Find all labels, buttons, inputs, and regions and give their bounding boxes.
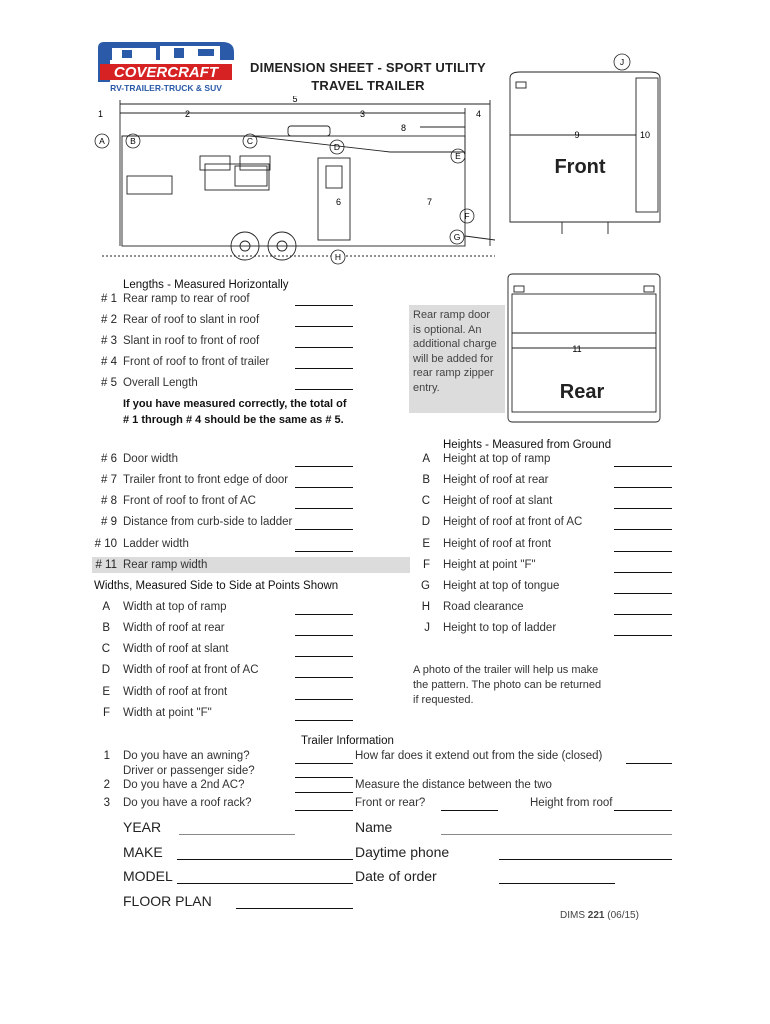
length-label-3: Slant in roof to front of roof <box>123 335 260 347</box>
trailer-q3-num: 3 <box>103 797 110 809</box>
photo-note-line3: if requested. <box>413 694 474 706</box>
length-input-10[interactable] <box>295 551 353 552</box>
length-input-1[interactable] <box>295 305 353 306</box>
point-label-j: J <box>619 57 625 67</box>
dim-label-8: 8 <box>401 123 407 133</box>
height-letter-d: D <box>421 516 430 528</box>
floor-plan-input[interactable] <box>236 908 353 909</box>
width-label-b: Width of roof at rear <box>123 622 225 634</box>
length-input-7[interactable] <box>295 487 353 488</box>
ramp-door-note: Rear ramp door is optional. An additional charge will be added for rear ramp zipper entry. <box>409 305 505 413</box>
dim-label-5: 5 <box>292 96 298 104</box>
height-label-h: Road clearance <box>443 601 524 613</box>
widths-heading: Widths, Measured Side to Side at Points Shown <box>94 580 339 592</box>
awning-side-question: Driver or passenger side? <box>123 765 255 777</box>
page-title-line1: DIMENSION SHEET - SPORT UTILITY <box>250 60 486 75</box>
front-view-diagram <box>500 52 670 240</box>
awning-input[interactable] <box>295 763 353 764</box>
length-label-1: Rear ramp to rear of roof <box>123 293 250 305</box>
width-label-f: Width at point "F" <box>123 707 212 719</box>
point-label-g: G <box>453 232 461 242</box>
point-label-c: C <box>246 136 254 146</box>
dim-label-9: 9 <box>574 130 580 140</box>
height-label-e: Height of roof at front <box>443 538 552 550</box>
length-input-4[interactable] <box>295 368 353 369</box>
trailer-info-heading: Trailer Information <box>301 735 394 747</box>
name-label: Name <box>355 819 393 835</box>
height-letter-c: C <box>421 495 430 507</box>
lengths-heading: Lengths - Measured Horizontally <box>123 279 289 291</box>
length-input-5[interactable] <box>295 389 353 390</box>
page-title-line2: TRAVEL TRAILER <box>311 78 425 93</box>
roof-rack-question: Do you have a roof rack? <box>123 797 252 809</box>
date-of-order-input[interactable] <box>499 883 615 884</box>
dim-label-6: 6 <box>336 197 342 207</box>
dim-label-4: 4 <box>476 109 482 119</box>
height-letter-b: B <box>422 474 430 486</box>
awning-extend-input[interactable] <box>626 763 672 764</box>
length-check-note-line1: If you have measured correctly, the total of <box>123 398 347 410</box>
point-label-e: E <box>455 151 461 161</box>
height-letter-e: E <box>422 538 430 550</box>
make-input[interactable] <box>177 859 353 860</box>
width-input-b[interactable] <box>295 635 353 636</box>
form-code-date: (06/15) <box>607 910 639 921</box>
length-num-11: # 11 <box>95 559 117 571</box>
width-label-e: Width of roof at front <box>123 686 228 698</box>
length-input-2[interactable] <box>295 326 353 327</box>
daytime-phone-input[interactable] <box>499 859 672 860</box>
height-input-f[interactable] <box>614 572 672 573</box>
height-input-a[interactable] <box>614 466 672 467</box>
width-letter-f: F <box>102 707 110 719</box>
ac-distance-question: Measure the distance between the two <box>355 779 552 791</box>
rack-height-question: Height from roof <box>530 797 613 809</box>
photo-note-line2: the pattern. The photo can be returned <box>413 679 602 691</box>
width-letter-a: A <box>102 601 110 613</box>
year-label: YEAR <box>123 819 162 835</box>
length-label-9: Distance from curb-side to ladder <box>123 516 293 528</box>
height-input-b[interactable] <box>614 487 672 488</box>
dim-label-1: 1 <box>98 109 104 119</box>
length-label-10: Ladder width <box>123 538 189 550</box>
width-input-c[interactable] <box>295 656 353 657</box>
trailer-q1-num: 1 <box>103 750 110 762</box>
awning-side-input[interactable] <box>295 777 353 778</box>
length-num-3: # 3 <box>101 335 117 347</box>
date-of-order-label: Date of order <box>355 868 437 884</box>
height-label-d: Height of roof at front of AC <box>443 516 583 528</box>
width-label-a: Width at top of ramp <box>123 601 227 613</box>
width-letter-b: B <box>102 622 110 634</box>
length-label-8: Front of roof to front of AC <box>123 495 256 507</box>
model-input[interactable] <box>177 883 353 884</box>
width-letter-e: E <box>102 686 110 698</box>
height-label-b: Height of roof at rear <box>443 474 549 486</box>
second-ac-question: Do you have a 2nd AC? <box>123 779 245 791</box>
photo-note-line1: A photo of the trailer will help us make <box>413 664 599 676</box>
height-input-j[interactable] <box>614 635 672 636</box>
height-label-c: Height of roof at slant <box>443 495 553 507</box>
awning-extend-question: How far does it extend out from the side (closed) <box>355 750 603 762</box>
length-label-2: Rear of roof to slant in roof <box>123 314 260 326</box>
logo-brand-text: COVERCRAFT <box>113 64 219 81</box>
logo-tagline-text: RV-TRAILER-TRUCK & SUV <box>110 83 222 93</box>
length-label-7: Trailer front to front edge of door <box>123 474 289 486</box>
dim-label-7: 7 <box>427 197 433 207</box>
point-label-f: F <box>464 211 470 221</box>
awning-question: Do you have an awning? <box>123 750 250 762</box>
height-input-c[interactable] <box>614 508 672 509</box>
rear-view-caption: Rear <box>559 381 605 403</box>
height-input-e[interactable] <box>614 551 672 552</box>
daytime-phone-label: Daytime phone <box>355 844 450 860</box>
dim-label-3: 3 <box>360 109 366 119</box>
point-label-h: H <box>334 252 342 262</box>
height-label-a: Height at top of ramp <box>443 453 551 465</box>
length-num-5: # 5 <box>101 377 117 389</box>
height-input-d[interactable] <box>614 529 672 530</box>
length-input-6[interactable] <box>295 466 353 467</box>
length-label-4: Front of roof to front of trailer <box>123 356 270 368</box>
heights-heading: Heights - Measured from Ground <box>443 439 612 451</box>
make-label: MAKE <box>123 844 163 860</box>
length-num-8: # 8 <box>101 495 117 507</box>
length-num-9: # 9 <box>101 516 117 528</box>
height-letter-a: A <box>422 453 430 465</box>
form-code <box>560 910 639 921</box>
width-letter-d: D <box>101 664 110 676</box>
height-label-g: Height at top of tongue <box>443 580 560 592</box>
length-input-8[interactable] <box>295 508 353 509</box>
length-num-10: # 10 <box>94 538 117 550</box>
length-num-2: # 2 <box>101 314 117 326</box>
width-input-d[interactable] <box>295 677 353 678</box>
dim-label-11: 11 <box>572 344 582 354</box>
width-label-c: Width of roof at slant <box>123 643 229 655</box>
height-letter-g: G <box>421 580 430 592</box>
height-letter-f: F <box>422 559 430 571</box>
rack-position-question: Front or rear? <box>355 797 426 809</box>
length-label-11: Rear ramp width <box>123 559 208 571</box>
width-input-e[interactable] <box>295 699 353 700</box>
height-letter-h: H <box>421 601 430 613</box>
length-num-7: # 7 <box>101 474 117 486</box>
point-label-b: B <box>130 136 136 146</box>
model-label: MODEL <box>123 868 173 884</box>
width-input-a[interactable] <box>295 614 353 615</box>
height-label-f: Height at point "F" <box>443 559 536 571</box>
point-label-d: D <box>333 142 341 152</box>
rack-height-input[interactable] <box>614 810 672 811</box>
trailer-q2-num: 2 <box>103 779 110 791</box>
dim-label-10: 10 <box>640 130 651 140</box>
length-num-1: # 1 <box>101 293 117 305</box>
rear-view-diagram <box>500 272 670 432</box>
height-input-g[interactable] <box>614 593 672 594</box>
side-view-diagram <box>90 96 500 268</box>
width-input-f[interactable] <box>295 720 353 721</box>
floor-plan-label: FLOOR PLAN <box>123 893 212 909</box>
point-label-a: A <box>99 136 105 146</box>
length-num-4: # 4 <box>101 356 117 368</box>
length-label-5: Overall Length <box>123 377 198 389</box>
length-input-9[interactable] <box>295 529 353 530</box>
length-label-6: Door width <box>123 453 178 465</box>
second-ac-input[interactable] <box>295 792 353 793</box>
form-code-prefix: DIMS <box>560 910 585 921</box>
form-code-number: 221 <box>587 910 605 921</box>
width-label-d: Width of roof at front of AC <box>123 664 259 676</box>
width-letter-c: C <box>101 643 110 655</box>
height-label-j: Height to top of ladder <box>443 622 557 634</box>
length-check-note-line2: # 1 through # 4 should be the same as # 5. <box>123 414 344 426</box>
length-num-6: # 6 <box>101 453 117 465</box>
rack-position-input[interactable] <box>441 810 498 811</box>
height-input-h[interactable] <box>614 614 672 615</box>
front-view-caption: Front <box>554 156 606 178</box>
length-input-3[interactable] <box>295 347 353 348</box>
dim-label-2: 2 <box>185 109 191 119</box>
name-input[interactable] <box>441 834 672 835</box>
year-input[interactable] <box>179 834 295 835</box>
height-letter-j: J <box>424 622 430 634</box>
roof-rack-input[interactable] <box>295 810 353 811</box>
